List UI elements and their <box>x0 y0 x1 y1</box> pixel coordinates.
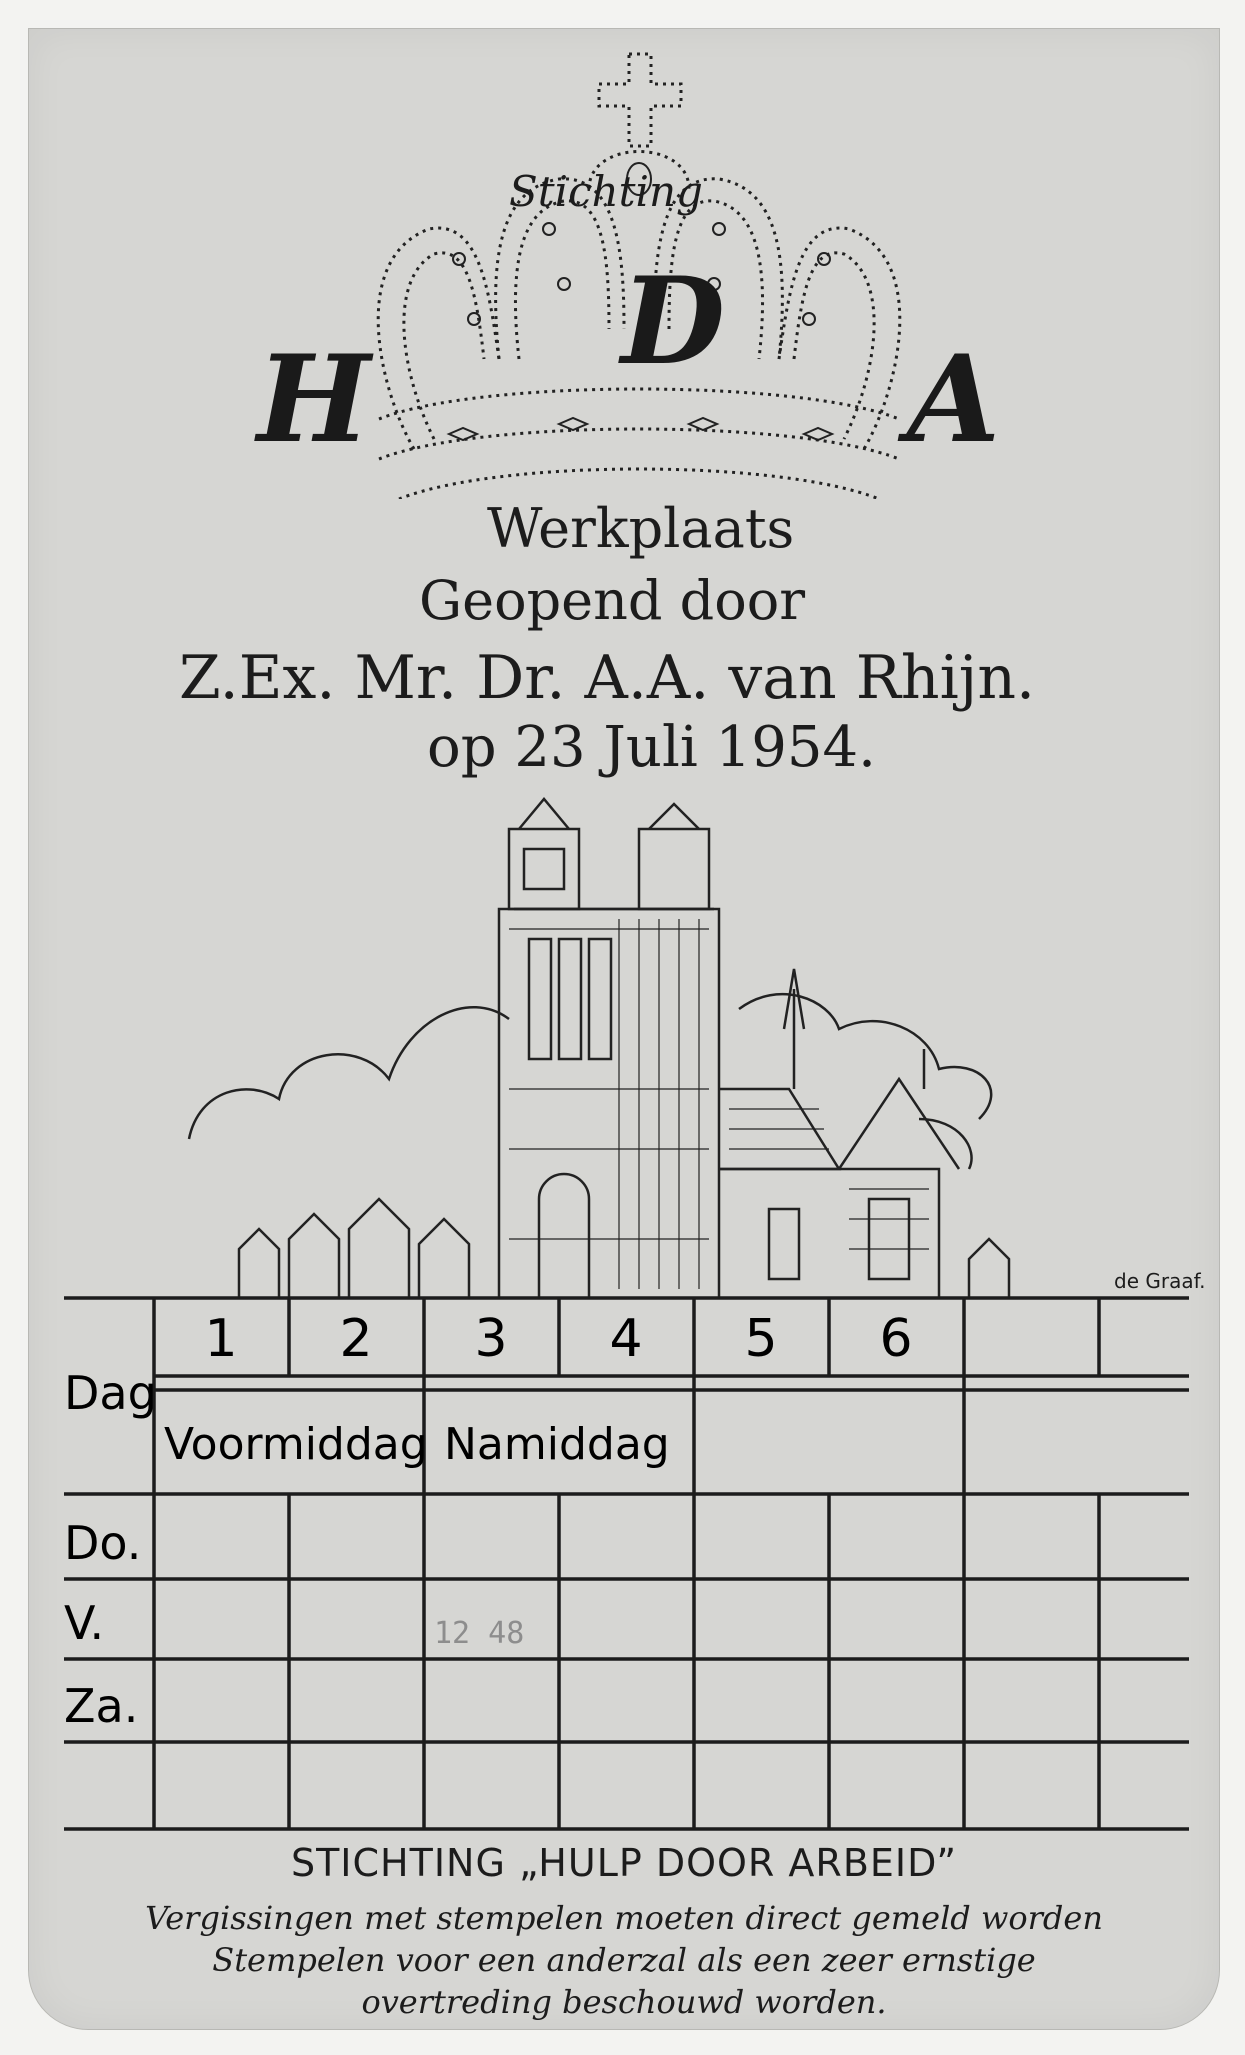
initial-h: H <box>257 329 371 470</box>
initial-a: A <box>907 329 1001 470</box>
row-label-do: Do. <box>64 1516 142 1570</box>
stamp-grid <box>64 1294 1189 1834</box>
heading-dignitary: Z.Ex. Mr. Dr. A.A. van Rhijn. <box>179 643 1036 713</box>
footer-line-1: Vergissingen met stempelen moeten direct gemeld worden <box>145 1899 1103 1937</box>
period-namiddag: Namiddag <box>444 1419 670 1470</box>
label-dag: Dag <box>64 1366 157 1420</box>
time-stamp-mark: 12 48 <box>434 1616 525 1651</box>
column-number: 6 <box>879 1309 913 1369</box>
artist-signature: de Graaf. <box>1114 1269 1206 1293</box>
footer-line-3: overtreding beschouwd worden. <box>361 1983 887 2021</box>
initial-d: D <box>621 251 726 392</box>
heading-geopend: Geopend door <box>419 569 806 632</box>
church-illustration <box>179 789 1119 1299</box>
stamp-card <box>28 28 1220 2030</box>
footer-title: STICHTING „HULP DOOR ARBEID” <box>290 1841 958 1885</box>
row-label-v: V. <box>64 1596 105 1650</box>
title-stichting: Stichting <box>509 167 703 216</box>
column-number: 4 <box>609 1309 643 1369</box>
footer-line-2: Stempelen voor een anderzal als een zeer ernstige <box>212 1941 1036 1979</box>
row-label-za: Za. <box>64 1679 139 1733</box>
column-number: 2 <box>339 1309 373 1369</box>
column-number: 5 <box>744 1309 778 1369</box>
column-number: 3 <box>474 1309 508 1369</box>
period-voormiddag: Voormiddag <box>164 1419 428 1470</box>
column-number: 1 <box>204 1309 238 1369</box>
heading-date: op 23 Juli 1954. <box>427 715 876 780</box>
heading-werkplaats: Werkplaats <box>487 497 795 560</box>
